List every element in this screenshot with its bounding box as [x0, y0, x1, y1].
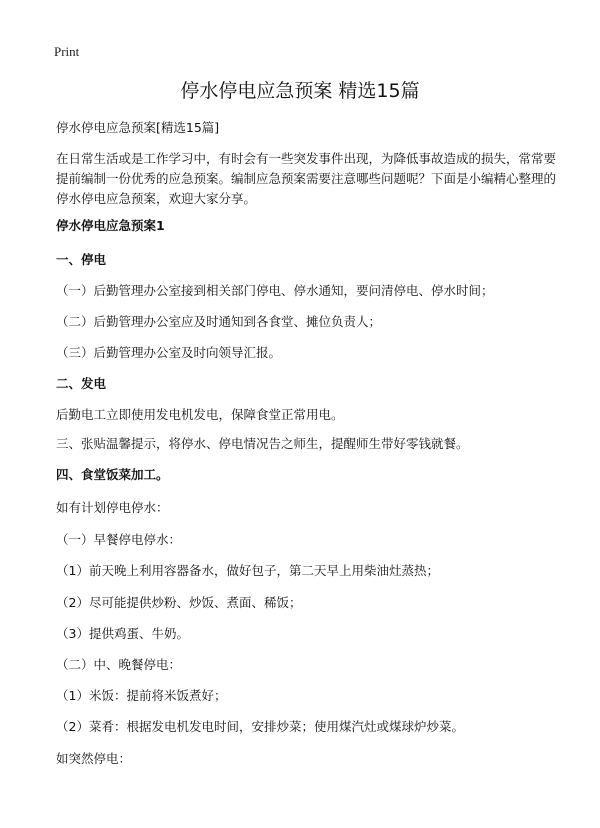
- lunch-heading: （二）中、晚餐停电：: [56, 657, 182, 672]
- document-title: 停水停电应急预案 精选15篇: [180, 80, 420, 102]
- list-item: （三）后勤管理办公室及时向领导汇报。: [56, 345, 282, 360]
- list-item: （1）米饭：提前将米饭煮好；: [56, 688, 227, 703]
- heading-power-outage: 一、停电: [56, 252, 107, 267]
- generate-text: 后勤电工立即使用发电机发电，保障食堂正常用电。: [56, 407, 344, 422]
- heading-generate: 二、发电: [56, 376, 107, 391]
- sudden-outage-text: 如突然停电：: [56, 751, 132, 766]
- list-item: （一）后勤管理办公室接到相关部门停电、停水通知，要问清停电、停水时间；: [56, 283, 494, 298]
- list-item: （1）前天晚上利用容器备水，做好包子，第二天早上用柴油灶蒸热；: [56, 563, 439, 578]
- list-item: （二）后勤管理办公室应及时通知到各食堂、摊位负责人；: [56, 314, 382, 329]
- notice-item: 三、张贴温馨提示，将停水、停电情况告之师生，提醒师生带好零钱就餐。: [56, 436, 469, 451]
- planned-outage-text: 如有计划停电停水：: [56, 500, 169, 515]
- list-item: （2）菜肴：根据发电机发电时间，安排炒菜；使用煤汽灶或煤球炉炒菜。: [56, 719, 464, 734]
- heading-canteen: 四、食堂饭菜加工。: [56, 467, 169, 482]
- list-item: （2）尽可能提供炒粉、炒饭、煮面、稀饭；: [56, 595, 302, 610]
- list-item: （3）提供鸡蛋、牛奶。: [56, 626, 189, 641]
- section-heading: 停水停电应急预案1: [56, 218, 165, 233]
- intro-paragraph: 在日常生活或是工作学习中，有时会有一些突发事件出现，为降低事故造成的损失，常常要提前编制一份优秀的应急预案。编制应急预案需要注意哪些问题呢？下面是小编精心整理的停水停电应急预案，欢迎大家分享。: [56, 151, 557, 206]
- breakfast-heading: （一）早餐停电停水：: [56, 532, 182, 547]
- document-subtitle: 停水停电应急预案[精选15篇]: [56, 120, 220, 135]
- print-label: Print: [54, 44, 80, 59]
